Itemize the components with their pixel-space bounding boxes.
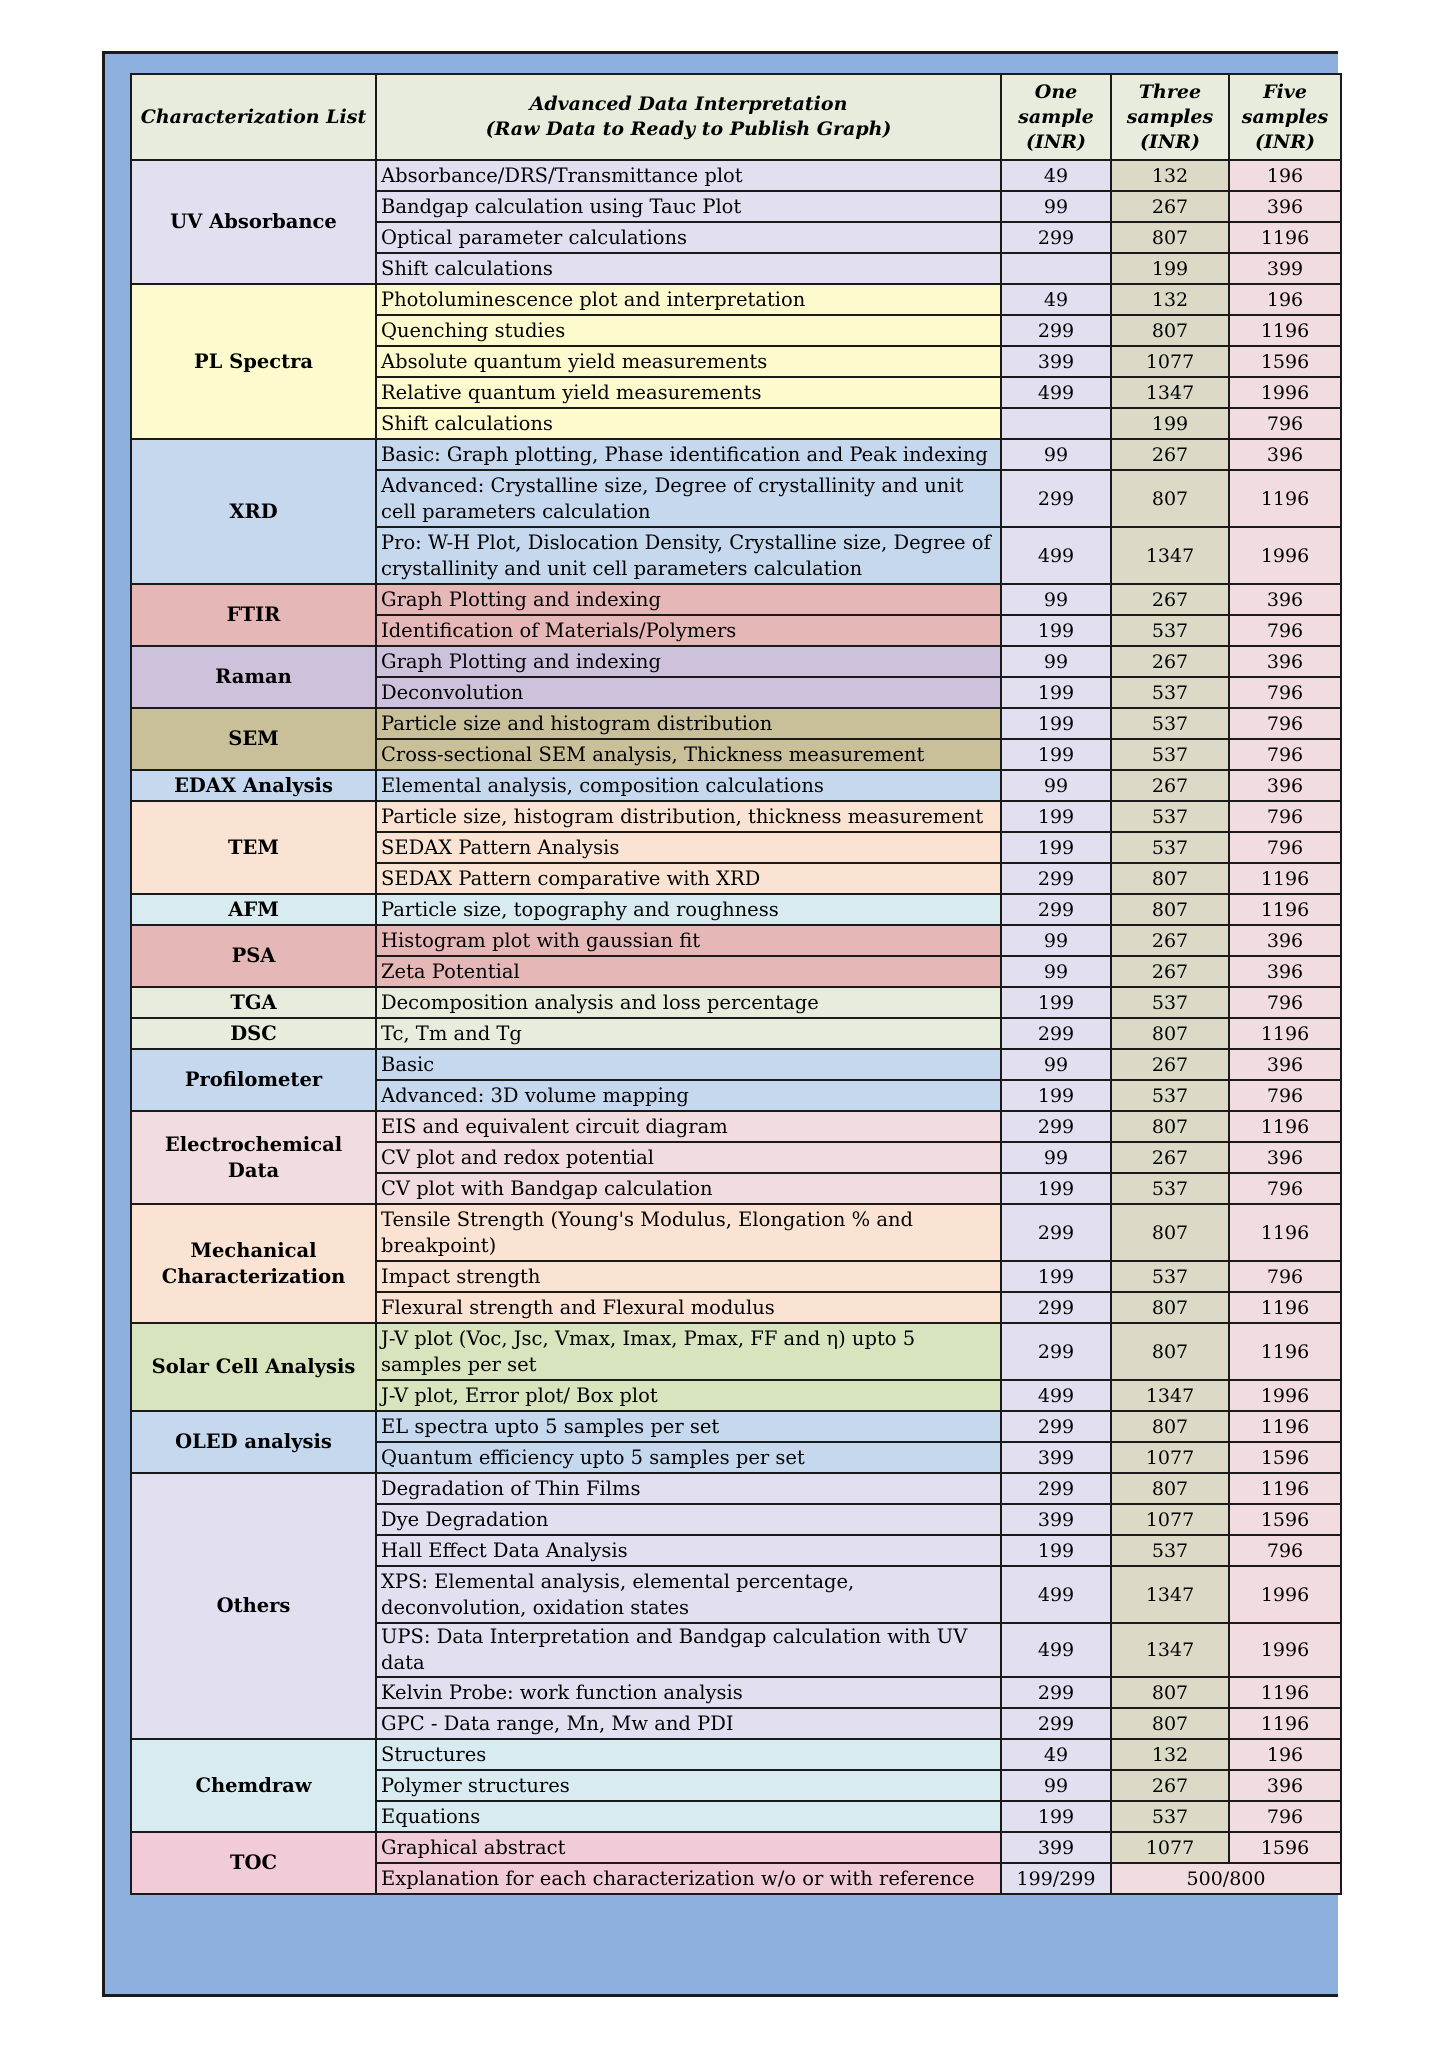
price-five-samples: 196	[1229, 284, 1341, 315]
service-item-cell: Equations	[376, 1801, 1001, 1832]
table-row	[131, 1739, 1341, 1770]
price-three-samples: 267	[1111, 584, 1229, 615]
price-three-samples: 807	[1111, 470, 1229, 527]
service-item-cell: Cross-sectional SEM analysis, Thickness measurement	[376, 739, 1001, 770]
service-item-cell: Deconvolution	[376, 677, 1001, 708]
header-three-line3: (INR)	[1139, 130, 1201, 153]
service-item-cell: Tc, Tm and Tg	[376, 1018, 1001, 1049]
price-five-samples: 796	[1229, 615, 1341, 646]
service-item-cell: Hall Effect Data Analysis	[376, 1535, 1001, 1566]
price-five-samples: 396	[1229, 646, 1341, 677]
price-one-sample: 399	[1001, 1504, 1111, 1535]
price-one-sample: 399	[1001, 1832, 1111, 1863]
price-one-sample: 199	[1001, 1535, 1111, 1566]
price-five-samples: 1996	[1229, 1566, 1341, 1623]
pricing-table	[130, 73, 1342, 1895]
price-three-samples: 807	[1111, 1323, 1229, 1380]
price-one-sample: 99	[1001, 925, 1111, 956]
service-item-cell: Identification of Materials/Polymers	[376, 615, 1001, 646]
price-five-samples: 1196	[1229, 1204, 1341, 1261]
price-one-sample: 299	[1001, 315, 1111, 346]
price-three-samples: 1077	[1111, 1442, 1229, 1473]
price-three-five-merged: 500/800	[1111, 1863, 1341, 1894]
header-service-line2: (Raw Data to Ready to Publish Graph)	[485, 118, 892, 140]
price-five-samples: 1996	[1229, 1623, 1341, 1677]
category-cell: FTIR	[131, 584, 376, 646]
price-three-samples: 132	[1111, 1739, 1229, 1770]
price-five-samples: 1196	[1229, 222, 1341, 253]
category-cell: DSC	[131, 1018, 376, 1049]
price-three-samples: 807	[1111, 1473, 1229, 1504]
price-three-samples: 267	[1111, 1142, 1229, 1173]
header-service-line1: Advanced Data Interpretation	[529, 93, 848, 115]
service-item-cell: EL spectra upto 5 samples per set	[376, 1411, 1001, 1442]
service-item-cell: Photoluminescence plot and interpretation	[376, 284, 1001, 315]
price-one-sample: 299	[1001, 1204, 1111, 1261]
price-three-samples: 1077	[1111, 1504, 1229, 1535]
price-one-sample: 399	[1001, 346, 1111, 377]
table-row	[131, 770, 1341, 801]
price-three-samples: 267	[1111, 191, 1229, 222]
header-one-sample	[1001, 74, 1111, 160]
table-row	[131, 1204, 1341, 1261]
price-three-samples: 807	[1111, 1677, 1229, 1708]
price-five-samples: 1196	[1229, 315, 1341, 346]
category-cell: Mechanical Characterization	[131, 1204, 376, 1323]
price-three-samples: 537	[1111, 832, 1229, 863]
price-five-samples: 1196	[1229, 1018, 1341, 1049]
category-cell: Electrochemical Data	[131, 1111, 376, 1204]
service-item-cell: Explanation for each characterization w/o or with reference	[376, 1863, 1001, 1894]
price-five-samples: 1196	[1229, 1292, 1341, 1323]
service-item-cell: Shift calculations	[376, 253, 1001, 284]
price-one-sample: 199	[1001, 801, 1111, 832]
price-five-samples: 396	[1229, 584, 1341, 615]
price-one-sample: 299	[1001, 1323, 1111, 1380]
category-cell: PSA	[131, 925, 376, 987]
service-item-cell: Polymer structures	[376, 1770, 1001, 1801]
price-one-sample: 199/299	[1001, 1863, 1111, 1894]
price-one-sample: 99	[1001, 191, 1111, 222]
price-three-samples: 1347	[1111, 1623, 1229, 1677]
price-one-sample: 199	[1001, 677, 1111, 708]
header-service	[376, 74, 1001, 160]
price-one-sample: 499	[1001, 1566, 1111, 1623]
service-item-cell: Tensile Strength (Young's Modulus, Elongation % and breakpoint)	[376, 1204, 1001, 1261]
service-item-cell: GPC - Data range, Mn, Mw and PDI	[376, 1708, 1001, 1739]
price-one-sample: 299	[1001, 863, 1111, 894]
service-item-cell: EIS and equivalent circuit diagram	[376, 1111, 1001, 1142]
price-five-samples: 1596	[1229, 1504, 1341, 1535]
category-cell: EDAX Analysis	[131, 770, 376, 801]
price-three-samples: 1347	[1111, 527, 1229, 584]
header-five-line1: Five	[1263, 80, 1307, 103]
price-three-samples: 807	[1111, 1411, 1229, 1442]
service-item-cell: Basic	[376, 1049, 1001, 1080]
price-three-samples: 267	[1111, 770, 1229, 801]
price-one-sample: 199	[1001, 708, 1111, 739]
price-five-samples: 396	[1229, 770, 1341, 801]
price-three-samples: 1077	[1111, 1832, 1229, 1863]
price-three-samples: 267	[1111, 925, 1229, 956]
price-five-samples: 396	[1229, 1049, 1341, 1080]
header-row	[131, 74, 1341, 160]
header-five-line3: (INR)	[1254, 130, 1316, 153]
service-item-cell: UPS: Data Interpretation and Bandgap calculation with UV data	[376, 1623, 1001, 1677]
service-item-cell: Zeta Potential	[376, 956, 1001, 987]
price-one-sample: 299	[1001, 1411, 1111, 1442]
price-five-samples: 796	[1229, 987, 1341, 1018]
service-item-cell: CV plot and redox potential	[376, 1142, 1001, 1173]
category-cell: Others	[131, 1473, 376, 1739]
price-five-samples: 396	[1229, 1770, 1341, 1801]
service-item-cell: Quantum efficiency upto 5 samples per set	[376, 1442, 1001, 1473]
category-cell: TGA	[131, 987, 376, 1018]
table-row	[131, 646, 1341, 677]
table-row	[131, 1018, 1341, 1049]
price-one-sample: 199	[1001, 1801, 1111, 1832]
price-five-samples: 396	[1229, 956, 1341, 987]
service-item-cell: Particle size, topography and roughness	[376, 894, 1001, 925]
service-item-cell: Absorbance/DRS/Transmittance plot	[376, 160, 1001, 191]
price-five-samples: 396	[1229, 925, 1341, 956]
price-five-samples: 1196	[1229, 1411, 1341, 1442]
price-three-samples: 537	[1111, 801, 1229, 832]
service-item-cell: J-V plot, Error plot/ Box plot	[376, 1380, 1001, 1411]
header-category-text: Characterization List	[140, 105, 367, 128]
service-item-cell: Graphical abstract	[376, 1832, 1001, 1863]
price-five-samples: 196	[1229, 160, 1341, 191]
price-one-sample: 299	[1001, 470, 1111, 527]
header-five-line2: samples	[1241, 105, 1329, 128]
price-one-sample: 199	[1001, 615, 1111, 646]
price-three-samples: 199	[1111, 253, 1229, 284]
table-row	[131, 439, 1341, 470]
price-one-sample: 199	[1001, 739, 1111, 770]
price-five-samples: 796	[1229, 1261, 1341, 1292]
service-item-cell: Advanced: Crystalline size, Degree of crystallinity and unit cell parameters calculation	[376, 470, 1001, 527]
price-three-samples: 807	[1111, 222, 1229, 253]
price-three-samples: 807	[1111, 1111, 1229, 1142]
price-one-sample: 99	[1001, 770, 1111, 801]
price-one-sample: 99	[1001, 1142, 1111, 1173]
price-three-samples: 267	[1111, 956, 1229, 987]
price-three-samples: 537	[1111, 1261, 1229, 1292]
category-cell: Profilometer	[131, 1049, 376, 1111]
service-item-cell: J-V plot (Voc, Jsc, Vmax, Imax, Pmax, FF and η) upto 5 samples per set	[376, 1323, 1001, 1380]
service-item-cell: Pro: W-H Plot, Dislocation Density, Crystalline size, Degree of crystallinity and unit cell parameters calculation	[376, 527, 1001, 584]
price-one-sample: 299	[1001, 1708, 1111, 1739]
service-item-cell: Basic: Graph plotting, Phase identification and Peak indexing	[376, 439, 1001, 470]
table-row	[131, 1473, 1341, 1504]
price-five-samples: 1596	[1229, 1832, 1341, 1863]
table-row	[131, 1111, 1341, 1142]
table-row	[131, 801, 1341, 832]
price-three-samples: 199	[1111, 408, 1229, 439]
price-one-sample: 299	[1001, 1292, 1111, 1323]
service-item-cell: Degradation of Thin Films	[376, 1473, 1001, 1504]
price-one-sample	[1001, 253, 1111, 284]
price-one-sample: 499	[1001, 377, 1111, 408]
table-row	[131, 1049, 1341, 1080]
price-three-samples: 537	[1111, 1801, 1229, 1832]
service-item-cell: Decomposition analysis and loss percentage	[376, 987, 1001, 1018]
header-three-line1: Three	[1138, 80, 1202, 103]
price-five-samples: 796	[1229, 1173, 1341, 1204]
header-category	[131, 74, 376, 160]
price-five-samples: 1996	[1229, 377, 1341, 408]
price-one-sample: 399	[1001, 1442, 1111, 1473]
price-three-samples: 267	[1111, 1770, 1229, 1801]
price-three-samples: 807	[1111, 863, 1229, 894]
price-one-sample: 99	[1001, 584, 1111, 615]
category-cell: Solar Cell Analysis	[131, 1323, 376, 1411]
category-cell: UV Absorbance	[131, 160, 376, 284]
table-row	[131, 987, 1341, 1018]
service-item-cell: Elemental analysis, composition calculations	[376, 770, 1001, 801]
service-item-cell: SEDAX Pattern comparative with XRD	[376, 863, 1001, 894]
price-one-sample: 199	[1001, 1173, 1111, 1204]
price-one-sample: 99	[1001, 646, 1111, 677]
service-item-cell: Particle size and histogram distribution	[376, 708, 1001, 739]
price-three-samples: 537	[1111, 987, 1229, 1018]
price-one-sample: 199	[1001, 1261, 1111, 1292]
price-five-samples: 796	[1229, 739, 1341, 770]
service-item-cell: XPS: Elemental analysis, elemental percentage, deconvolution, oxidation states	[376, 1566, 1001, 1623]
service-item-cell: Histogram plot with gaussian fit	[376, 925, 1001, 956]
price-five-samples: 196	[1229, 1739, 1341, 1770]
price-one-sample: 99	[1001, 439, 1111, 470]
price-three-samples: 1077	[1111, 346, 1229, 377]
service-item-cell: Graph Plotting and indexing	[376, 646, 1001, 677]
price-three-samples: 537	[1111, 1080, 1229, 1111]
price-five-samples: 1196	[1229, 1708, 1341, 1739]
price-three-samples: 807	[1111, 1292, 1229, 1323]
service-item-cell: Advanced: 3D volume mapping	[376, 1080, 1001, 1111]
price-one-sample: 49	[1001, 160, 1111, 191]
price-three-samples: 1347	[1111, 377, 1229, 408]
table-row	[131, 1832, 1341, 1863]
service-item-cell: Optical parameter calculations	[376, 222, 1001, 253]
service-item-cell: Particle size, histogram distribution, thickness measurement	[376, 801, 1001, 832]
price-one-sample: 499	[1001, 527, 1111, 584]
table-row	[131, 284, 1341, 315]
price-five-samples: 1996	[1229, 527, 1341, 584]
price-five-samples: 396	[1229, 1142, 1341, 1173]
price-three-samples: 537	[1111, 739, 1229, 770]
service-item-cell: Graph Plotting and indexing	[376, 584, 1001, 615]
price-one-sample: 199	[1001, 987, 1111, 1018]
price-three-samples: 807	[1111, 1204, 1229, 1261]
price-five-samples: 399	[1229, 253, 1341, 284]
price-one-sample: 99	[1001, 1770, 1111, 1801]
price-five-samples: 796	[1229, 408, 1341, 439]
price-three-samples: 1347	[1111, 1566, 1229, 1623]
category-cell: OLED analysis	[131, 1411, 376, 1473]
price-three-samples: 537	[1111, 615, 1229, 646]
price-one-sample: 49	[1001, 1739, 1111, 1770]
price-one-sample: 49	[1001, 284, 1111, 315]
price-five-samples: 1196	[1229, 470, 1341, 527]
price-five-samples: 796	[1229, 801, 1341, 832]
service-item-cell: Shift calculations	[376, 408, 1001, 439]
service-item-cell: Absolute quantum yield measurements	[376, 346, 1001, 377]
service-item-cell: Bandgap calculation using Tauc Plot	[376, 191, 1001, 222]
price-three-samples: 807	[1111, 315, 1229, 346]
table-row	[131, 925, 1341, 956]
category-cell: Raman	[131, 646, 376, 708]
table-row	[131, 584, 1341, 615]
price-three-samples: 132	[1111, 284, 1229, 315]
price-five-samples: 1996	[1229, 1380, 1341, 1411]
service-item-cell: SEDAX Pattern Analysis	[376, 832, 1001, 863]
table-row	[131, 1411, 1341, 1442]
price-five-samples: 1196	[1229, 894, 1341, 925]
price-one-sample: 299	[1001, 1473, 1111, 1504]
price-five-samples: 796	[1229, 832, 1341, 863]
price-five-samples: 396	[1229, 439, 1341, 470]
category-cell: AFM	[131, 894, 376, 925]
price-five-samples: 1596	[1229, 1442, 1341, 1473]
price-five-samples: 796	[1229, 1801, 1341, 1832]
header-one-line2: sample	[1018, 105, 1094, 128]
price-five-samples: 796	[1229, 1535, 1341, 1566]
table-row	[131, 894, 1341, 925]
table-row	[131, 1323, 1341, 1380]
service-item-cell: Dye Degradation	[376, 1504, 1001, 1535]
table-row	[131, 708, 1341, 739]
price-one-sample: 499	[1001, 1380, 1111, 1411]
price-one-sample: 299	[1001, 1677, 1111, 1708]
price-one-sample: 499	[1001, 1623, 1111, 1677]
price-five-samples: 1196	[1229, 1111, 1341, 1142]
price-five-samples: 796	[1229, 1080, 1341, 1111]
category-cell: PL Spectra	[131, 284, 376, 439]
price-one-sample: 299	[1001, 1111, 1111, 1142]
price-five-samples: 396	[1229, 191, 1341, 222]
price-one-sample: 199	[1001, 832, 1111, 863]
category-cell: TOC	[131, 1832, 376, 1894]
price-one-sample: 299	[1001, 222, 1111, 253]
service-item-cell: Impact strength	[376, 1261, 1001, 1292]
service-item-cell: Relative quantum yield measurements	[376, 377, 1001, 408]
header-three-samples	[1111, 74, 1229, 160]
price-one-sample: 99	[1001, 956, 1111, 987]
price-one-sample: 99	[1001, 1049, 1111, 1080]
price-five-samples: 1196	[1229, 1677, 1341, 1708]
header-five-samples	[1229, 74, 1341, 160]
price-one-sample: 199	[1001, 1080, 1111, 1111]
price-three-samples: 267	[1111, 439, 1229, 470]
price-three-samples: 537	[1111, 708, 1229, 739]
header-one-line3: (INR)	[1025, 130, 1087, 153]
category-cell: XRD	[131, 439, 376, 584]
category-cell: Chemdraw	[131, 1739, 376, 1832]
price-one-sample: 299	[1001, 1018, 1111, 1049]
category-cell: SEM	[131, 708, 376, 770]
price-three-samples: 807	[1111, 894, 1229, 925]
price-three-samples: 807	[1111, 1708, 1229, 1739]
price-one-sample	[1001, 408, 1111, 439]
price-three-samples: 267	[1111, 1049, 1229, 1080]
price-three-samples: 537	[1111, 1535, 1229, 1566]
price-five-samples: 1196	[1229, 863, 1341, 894]
header-one-line1: One	[1034, 80, 1078, 103]
service-item-cell: Structures	[376, 1739, 1001, 1770]
service-item-cell: Flexural strength and Flexural modulus	[376, 1292, 1001, 1323]
price-three-samples: 537	[1111, 677, 1229, 708]
service-item-cell: CV plot with Bandgap calculation	[376, 1173, 1001, 1204]
service-item-cell: Quenching studies	[376, 315, 1001, 346]
header-three-line2: samples	[1126, 105, 1214, 128]
price-five-samples: 796	[1229, 677, 1341, 708]
table-body	[131, 160, 1341, 1894]
price-five-samples: 1596	[1229, 346, 1341, 377]
price-three-samples: 537	[1111, 1173, 1229, 1204]
price-one-sample: 299	[1001, 894, 1111, 925]
price-three-samples: 267	[1111, 646, 1229, 677]
price-three-samples: 1347	[1111, 1380, 1229, 1411]
table-row	[131, 160, 1341, 191]
price-five-samples: 1196	[1229, 1323, 1341, 1380]
category-cell: TEM	[131, 801, 376, 894]
price-three-samples: 132	[1111, 160, 1229, 191]
price-five-samples: 796	[1229, 708, 1341, 739]
price-three-samples: 807	[1111, 1018, 1229, 1049]
service-item-cell: Kelvin Probe: work function analysis	[376, 1677, 1001, 1708]
price-five-samples: 1196	[1229, 1473, 1341, 1504]
